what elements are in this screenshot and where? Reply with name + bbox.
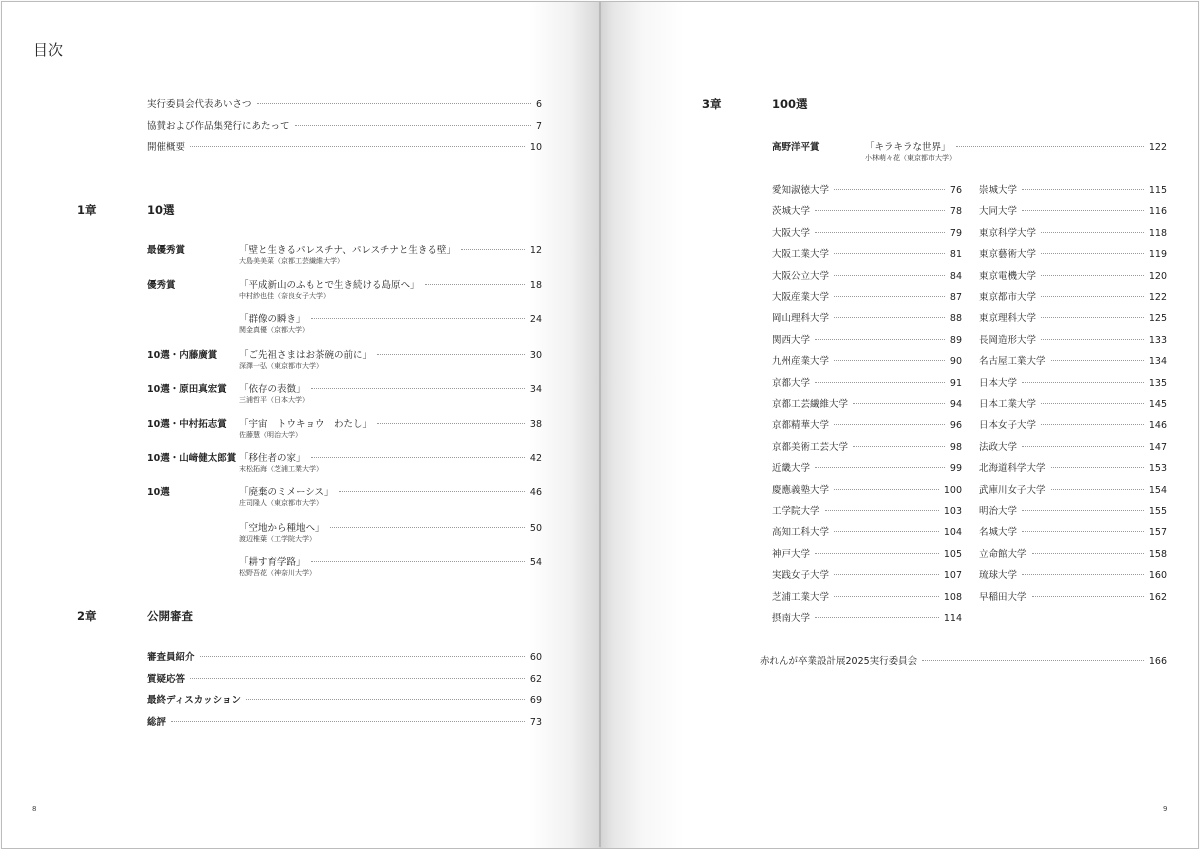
toc-page: 153	[1148, 463, 1167, 475]
toc-entry[interactable]	[147, 692, 542, 706]
toc-entry[interactable]	[239, 554, 542, 568]
toc-page: 54	[529, 557, 542, 568]
work-author: 大島美美菜（京都工芸繊維大学）	[239, 257, 344, 265]
university-entry[interactable]	[772, 375, 962, 389]
work-author: 三浦哲平（日本大学）	[239, 396, 309, 404]
university-entry[interactable]	[772, 589, 962, 603]
toc-entry[interactable]	[239, 242, 542, 256]
university-name: 近畿大学	[772, 463, 811, 475]
leader-dots	[825, 510, 939, 511]
leader-dots	[311, 318, 525, 319]
toc-entry[interactable]	[239, 311, 542, 325]
university-name: 愛知淑徳大学	[772, 185, 830, 196]
university-entry[interactable]	[979, 589, 1167, 603]
right-page	[601, 1, 1199, 849]
work-author: 深澤一弘（東京都市大学）	[239, 362, 323, 370]
university-name: 東京藝術大学	[979, 249, 1037, 261]
toc-entry[interactable]	[239, 381, 542, 395]
toc-page: 135	[1148, 377, 1167, 389]
leader-dots	[200, 656, 525, 657]
university-entry[interactable]	[979, 417, 1167, 431]
award-label: 10選・原田真宏賞	[147, 384, 227, 395]
toc-page: 100	[943, 484, 962, 496]
toc-entry[interactable]	[239, 277, 542, 291]
toc-entry[interactable]	[239, 347, 542, 361]
leader-dots	[257, 103, 531, 104]
leader-dots	[1041, 232, 1144, 233]
toc-page: 116	[1148, 206, 1167, 218]
toc-page: 133	[1148, 334, 1167, 346]
toc-page: 122	[1148, 142, 1167, 153]
university-entry[interactable]	[772, 482, 962, 496]
university-name: 日本女子大学	[979, 420, 1037, 432]
university-entry[interactable]	[979, 460, 1167, 474]
toc-page: 76	[949, 185, 962, 196]
university-name: 東京理科大学	[979, 313, 1037, 325]
work-author: 小林萌々花（東京都市大学）	[865, 154, 956, 162]
university-name: 日本工業大学	[979, 399, 1037, 410]
university-name: 芝浦工業大学	[772, 591, 830, 603]
work-title: 「ご先祖さまはお茶碗の前に」	[239, 350, 373, 361]
toc-page: 50	[529, 523, 542, 534]
toc-entry[interactable]	[760, 653, 1167, 667]
toc-page: 96	[949, 420, 962, 432]
toc-page: 79	[949, 227, 962, 239]
leader-dots	[834, 596, 939, 597]
leader-dots	[246, 699, 525, 700]
toc-page: 107	[943, 570, 962, 582]
toc-page: 155	[1148, 506, 1167, 517]
university-entry[interactable]	[979, 503, 1167, 517]
toc-page: 94	[949, 399, 962, 410]
work-author: 中村紗也佳（奈良女子大学）	[239, 292, 330, 300]
award-label: 優秀賞	[147, 280, 176, 291]
university-entry[interactable]	[979, 246, 1167, 260]
university-name: 日本大学	[979, 377, 1018, 389]
toc-page: 10	[529, 142, 542, 153]
leader-dots	[1022, 446, 1144, 447]
work-title: 「平成新山のふもとで生き続ける島原へ」	[239, 280, 420, 291]
toc-page: 103	[943, 506, 962, 517]
university-name: 高知工科大学	[772, 527, 830, 539]
leader-dots	[1032, 596, 1144, 597]
work-author: 渡辺椎葉（工学院大学）	[239, 535, 316, 543]
university-entry[interactable]	[979, 396, 1167, 410]
award-label: 10選	[147, 487, 170, 498]
university-name: 大阪大学	[772, 227, 811, 239]
chapter-number: 3章	[702, 97, 722, 111]
toc-page: 154	[1148, 484, 1167, 496]
leader-dots	[311, 561, 525, 562]
toc-page: 88	[949, 313, 962, 325]
toc-page: 90	[949, 356, 962, 368]
leader-dots	[1041, 424, 1144, 425]
toc-page: 18	[529, 280, 542, 291]
university-entry[interactable]	[772, 246, 962, 260]
university-entry[interactable]	[772, 332, 962, 346]
leader-dots	[1022, 510, 1144, 511]
leader-dots	[815, 553, 939, 554]
work-title: 「耕す育学路」	[239, 557, 306, 568]
university-name: 崇城大学	[979, 185, 1018, 196]
leader-dots	[922, 660, 1144, 661]
university-name: 摂南大学	[772, 613, 811, 624]
work-title: 「空地から種地へ」	[239, 523, 325, 534]
university-name: 北海道科学大学	[979, 463, 1046, 475]
university-name: 岡山理科大学	[772, 313, 830, 325]
toc-entry[interactable]	[147, 118, 542, 132]
university-name: 京都大学	[772, 377, 811, 389]
leader-dots	[1022, 189, 1144, 190]
chapter-number: 2章	[77, 609, 97, 623]
toc-page: 42	[529, 453, 542, 464]
toc-label: 実行委員会代表あいさつ	[147, 99, 252, 110]
chapter-number: 1章	[77, 203, 97, 217]
toc-label: 審査員紹介	[147, 652, 195, 663]
page-title: 目次	[33, 41, 64, 59]
university-entry[interactable]	[979, 203, 1167, 217]
university-name: 名古屋工業大学	[979, 356, 1046, 368]
toc-entry[interactable]	[239, 416, 542, 430]
leader-dots	[834, 574, 939, 575]
toc-page: 104	[943, 527, 962, 539]
university-name: 関西大学	[772, 334, 811, 346]
chapter-title: 10選	[147, 203, 175, 217]
leader-dots	[853, 446, 945, 447]
leader-dots	[1041, 317, 1144, 318]
university-name: 茨城大学	[772, 206, 811, 218]
leader-dots	[311, 457, 525, 458]
university-entry[interactable]	[979, 289, 1167, 303]
award-label: 10選・内藤廣賞	[147, 350, 218, 361]
toc-label: 協賛および作品集発行にあたって	[147, 121, 290, 132]
toc-page: 84	[949, 270, 962, 282]
leader-dots	[1051, 467, 1144, 468]
university-entry[interactable]	[979, 524, 1167, 538]
leader-dots	[1041, 275, 1144, 276]
leader-dots	[1051, 360, 1144, 361]
leader-dots	[190, 678, 525, 679]
toc-page: 89	[949, 334, 962, 346]
university-name: 実践女子大学	[772, 570, 830, 582]
leader-dots	[815, 382, 945, 383]
leader-dots	[1032, 553, 1144, 554]
leader-dots	[815, 339, 945, 340]
toc-page: 69	[529, 695, 542, 706]
university-name: 神戸大学	[772, 548, 811, 560]
leader-dots	[834, 275, 945, 276]
university-entry[interactable]	[979, 375, 1167, 389]
leader-dots	[1022, 574, 1144, 575]
toc-page: 125	[1148, 313, 1167, 325]
toc-page: 62	[529, 674, 542, 685]
toc-label: 最終ディスカッション	[147, 695, 241, 706]
leader-dots	[311, 388, 525, 389]
leader-dots	[330, 527, 525, 528]
university-entry[interactable]	[772, 182, 962, 196]
leader-dots	[834, 317, 945, 318]
leader-dots	[339, 491, 525, 492]
university-name: 長岡造形大学	[979, 334, 1037, 346]
university-entry[interactable]	[772, 460, 962, 474]
leader-dots	[834, 253, 945, 254]
university-entry[interactable]	[772, 353, 962, 367]
leader-dots	[425, 284, 525, 285]
university-name: 法政大学	[979, 441, 1018, 453]
leader-dots	[834, 489, 939, 490]
work-author: 末松拓海（芝浦工業大学）	[239, 465, 323, 473]
leader-dots	[461, 249, 525, 250]
university-entry[interactable]	[979, 310, 1167, 324]
toc-page: 12	[529, 245, 542, 256]
page-number: 9	[1163, 805, 1168, 813]
toc-page: 91	[949, 377, 962, 389]
work-title: 「キラキラな世界」	[865, 142, 951, 153]
university-entry[interactable]	[772, 396, 962, 410]
toc-page: 158	[1148, 548, 1167, 560]
chapter-title: 公開審査	[147, 609, 193, 623]
university-name: 大阪産業大学	[772, 292, 830, 303]
toc-label: 総評	[147, 717, 167, 728]
leader-dots	[853, 403, 945, 404]
toc-page: 157	[1148, 527, 1167, 539]
toc-page: 162	[1148, 591, 1167, 603]
toc-page: 78	[949, 206, 962, 218]
award-label: 10選・中村拓志賞	[147, 419, 227, 430]
leader-dots	[1041, 296, 1144, 297]
university-entry[interactable]	[772, 203, 962, 217]
toc-page: 34	[529, 384, 542, 395]
toc-page: 114	[943, 613, 962, 624]
leader-dots	[815, 210, 945, 211]
leader-dots	[956, 146, 1144, 147]
work-author: 庄司隆人（東京都市大学）	[239, 499, 323, 507]
university-entry[interactable]	[772, 289, 962, 303]
toc-page: 122	[1148, 292, 1167, 303]
toc-page: 145	[1148, 399, 1167, 410]
university-entry[interactable]	[772, 567, 962, 581]
award-label: 10選・山﨑健太郎賞	[147, 453, 237, 464]
leader-dots	[815, 617, 939, 618]
toc-page: 73	[529, 717, 542, 728]
university-entry[interactable]	[772, 503, 962, 517]
work-title: 「群像の瞬き」	[239, 314, 306, 325]
toc-page: 7	[535, 121, 542, 132]
leader-dots	[834, 360, 945, 361]
university-name: 武庫川女子大学	[979, 484, 1046, 496]
award-label: 最優秀賞	[147, 245, 186, 256]
award-label: 高野洋平賞	[772, 142, 820, 153]
leader-dots	[377, 423, 525, 424]
toc-page: 98	[949, 441, 962, 453]
university-name: 大阪工業大学	[772, 249, 830, 261]
university-name: 東京都市大学	[979, 292, 1037, 303]
university-name: 九州産業大学	[772, 356, 830, 368]
leader-dots	[1022, 210, 1144, 211]
work-title: 「依存の表徴」	[239, 384, 306, 395]
university-name: 大同大学	[979, 206, 1018, 218]
university-entry[interactable]	[979, 353, 1167, 367]
university-name: 立命館大学	[979, 548, 1027, 560]
left-page	[1, 1, 601, 849]
leader-dots	[1051, 489, 1144, 490]
university-entry[interactable]	[772, 268, 962, 282]
work-author: 関金真優（京都大学）	[239, 326, 309, 334]
toc-page: 160	[1148, 570, 1167, 582]
university-name: 工学院大学	[772, 506, 820, 517]
university-entry[interactable]	[979, 332, 1167, 346]
university-entry[interactable]	[772, 546, 962, 560]
university-entry[interactable]	[979, 567, 1167, 581]
university-entry[interactable]	[979, 182, 1167, 196]
university-entry[interactable]	[979, 439, 1167, 453]
toc-page: 30	[529, 350, 542, 361]
leader-dots	[815, 467, 945, 468]
university-name: 京都精華大学	[772, 420, 830, 432]
toc-page: 146	[1148, 420, 1167, 432]
toc-label: 開催概要	[147, 142, 186, 153]
toc-entry[interactable]	[239, 450, 542, 464]
toc-page: 166	[1148, 656, 1167, 667]
toc-page: 38	[529, 419, 542, 430]
university-name: 京都工芸繊維大学	[772, 399, 849, 410]
toc-entry[interactable]	[147, 139, 542, 153]
toc-page: 108	[943, 591, 962, 603]
university-name: 琉球大学	[979, 570, 1018, 582]
toc-entry[interactable]	[147, 714, 542, 728]
university-entry[interactable]	[772, 439, 962, 453]
toc-page: 120	[1148, 270, 1167, 282]
toc-page: 46	[529, 487, 542, 498]
work-author: 松野吾花（神奈川大学）	[239, 569, 316, 577]
work-author: 佐藤慧（明治大学）	[239, 431, 302, 439]
leader-dots	[295, 125, 531, 126]
leader-dots	[1041, 403, 1144, 404]
university-entry[interactable]	[772, 225, 962, 239]
work-title: 「壁と生きるパレスチナ、パレスチナと生きる壁」	[239, 245, 456, 256]
university-entry[interactable]	[772, 610, 962, 624]
toc-entry[interactable]	[239, 484, 542, 498]
toc-page: 118	[1148, 227, 1167, 239]
leader-dots	[1022, 382, 1144, 383]
university-entry[interactable]	[979, 268, 1167, 282]
leader-dots	[834, 424, 945, 425]
toc-page: 87	[949, 292, 962, 303]
toc-page: 99	[949, 463, 962, 475]
toc-label: 質疑応答	[147, 674, 186, 685]
leader-dots	[190, 146, 525, 147]
toc-page: 119	[1148, 249, 1167, 261]
university-name: 東京科学大学	[979, 227, 1037, 239]
university-entry[interactable]	[772, 310, 962, 324]
leader-dots	[834, 189, 945, 190]
leader-dots	[834, 531, 939, 532]
university-name: 大阪公立大学	[772, 270, 830, 282]
toc-entry[interactable]	[239, 520, 542, 534]
toc-label: 赤れんが卒業設計展2025実行委員会	[760, 656, 918, 667]
toc-page: 24	[529, 314, 542, 325]
chapter-title: 100選	[772, 97, 808, 111]
toc-page: 6	[535, 99, 542, 110]
work-title: 「宇宙 トウキョウ わたし」	[239, 419, 373, 430]
university-name: 京都美術工芸大学	[772, 441, 849, 453]
leader-dots	[815, 232, 945, 233]
university-name: 慶應義塾大学	[772, 484, 830, 496]
university-entry[interactable]	[979, 482, 1167, 496]
leader-dots	[171, 721, 525, 722]
work-title: 「移住者の家」	[239, 453, 306, 464]
university-entry[interactable]	[979, 546, 1167, 560]
toc-entry[interactable]	[865, 139, 1167, 153]
university-entry[interactable]	[772, 417, 962, 431]
page-number: 8	[32, 805, 37, 813]
leader-dots	[1041, 339, 1144, 340]
university-name: 名城大学	[979, 527, 1018, 539]
leader-dots	[1022, 531, 1144, 532]
university-name: 早稲田大学	[979, 591, 1027, 603]
toc-page: 105	[943, 548, 962, 560]
toc-entry[interactable]	[147, 671, 542, 685]
work-title: 「廃棄のミメーシス」	[239, 487, 334, 498]
university-entry[interactable]	[979, 225, 1167, 239]
toc-page: 60	[529, 652, 542, 663]
toc-entry[interactable]	[147, 96, 542, 110]
toc-page: 115	[1148, 185, 1167, 196]
toc-page: 134	[1148, 356, 1167, 368]
university-name: 明治大学	[979, 506, 1018, 517]
university-name: 東京電機大学	[979, 270, 1037, 282]
toc-entry[interactable]	[147, 649, 542, 663]
leader-dots	[834, 296, 945, 297]
toc-page: 147	[1148, 441, 1167, 453]
toc-page: 81	[949, 249, 962, 261]
university-entry[interactable]	[772, 524, 962, 538]
leader-dots	[1041, 253, 1144, 254]
leader-dots	[377, 354, 525, 355]
